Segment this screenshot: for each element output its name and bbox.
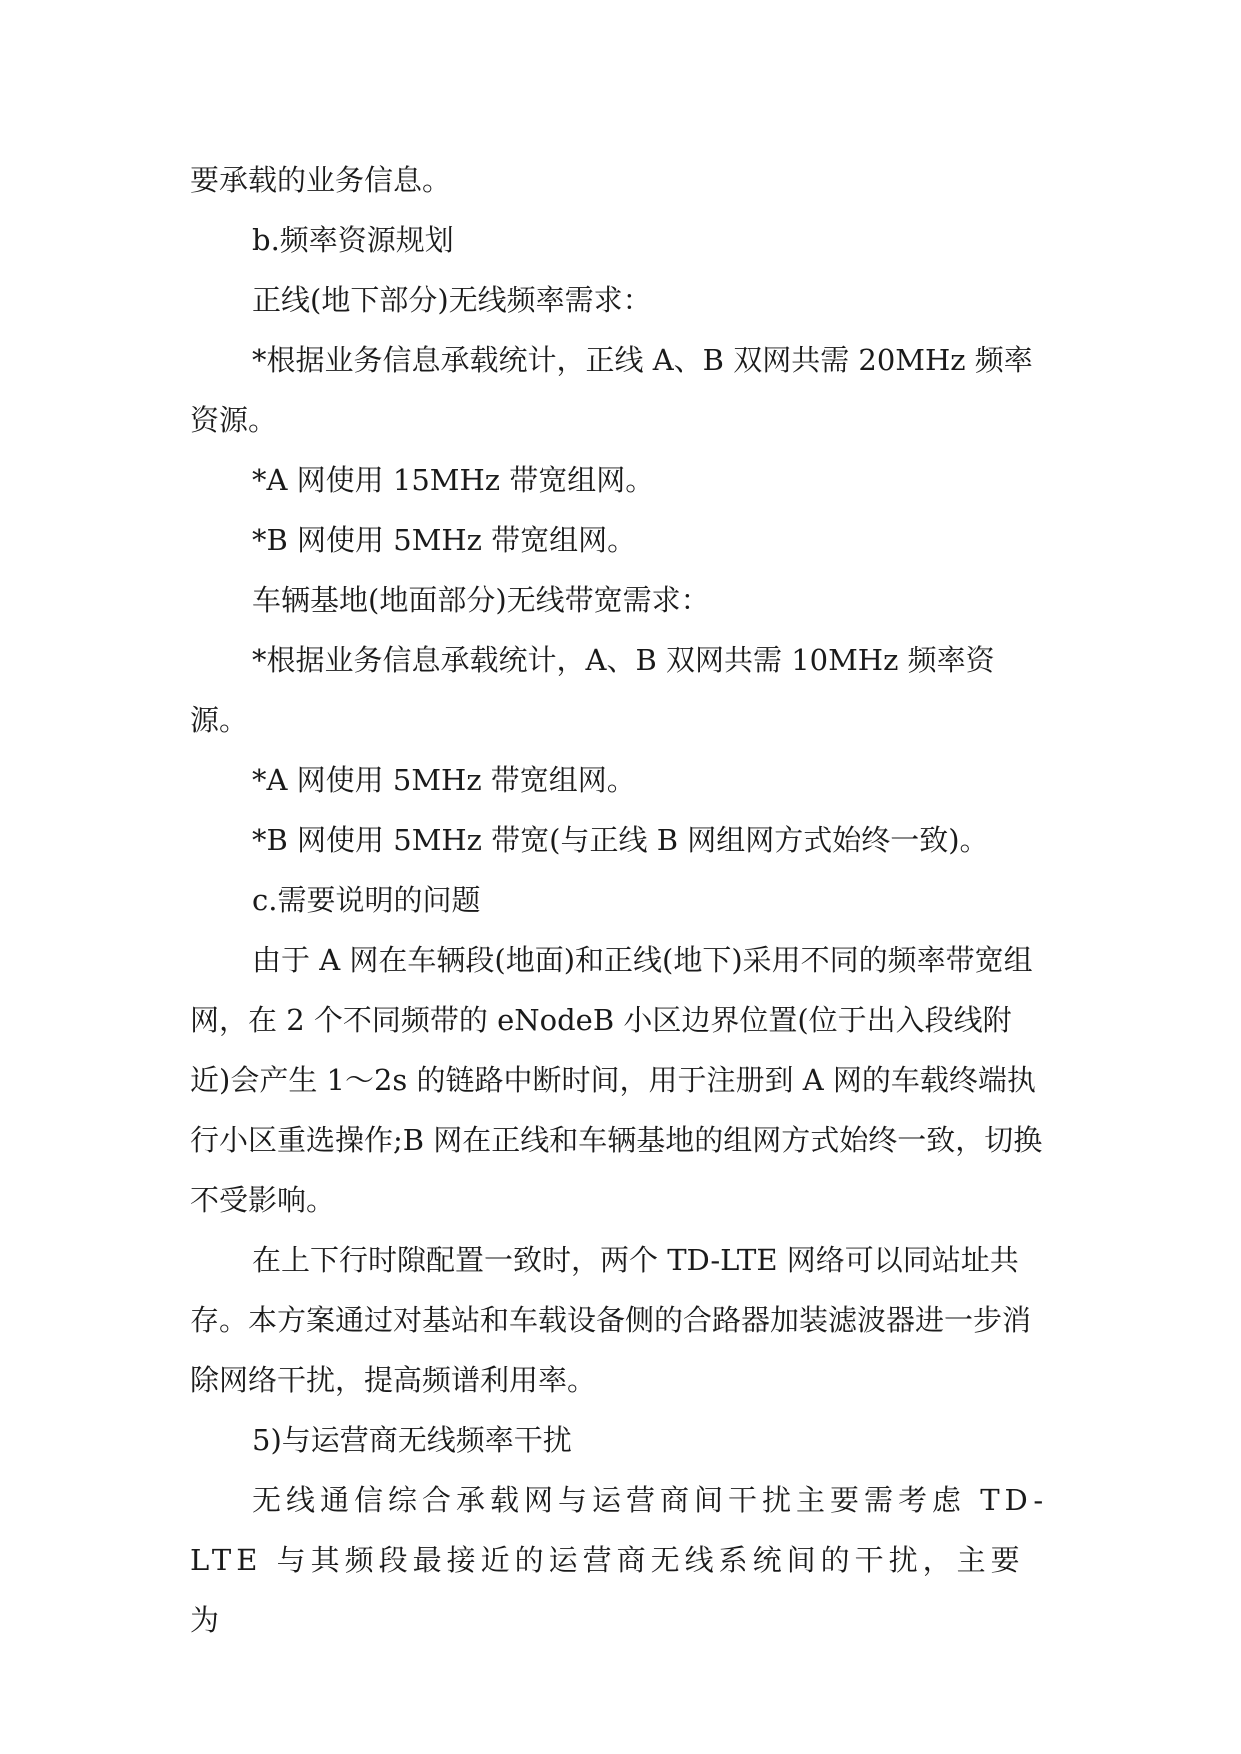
paragraph-operator-interference: 无线通信综合承载网与运营商间干扰主要需考虑 TD-LTE 与其频段最接近的运营商无线系统间的干扰，主要为: [190, 1483, 1049, 1637]
paragraph-interruption: 由于 A 网在车辆段(地面)和正线(地下)采用不同的频率带宽组网，在 2 个不同频带的 eNodeB 小区边界位置(位于出入段线附近)会产生 1～2s 的链路中断时间，用于注册到 A 网的车载终端执行小区重选操作;B 网在正线和车辆基地的组网方式始终一致，切换不受影响。: [190, 943, 1043, 1217]
paragraph-coexistence: 在上下行时隙配置一致时，两个 TD-LTE 网络可以同站址共存。本方案通过对基站和车载设备侧的合路器加装滤波器进一步消除网络干扰，提高频谱利用率。: [190, 1243, 1032, 1397]
document-page: [190, 150, 1050, 1650]
bullet-mainline-b-network: *B 网使用 5MHz 带宽组网。: [252, 523, 637, 557]
bullet-mainline-total: *根据业务信息承载统计，正线 A、B 双网共需 20MHz 频率资源。: [190, 343, 1033, 437]
heading-frequency-planning: b.频率资源规划: [252, 223, 454, 257]
bullet-depot-total: *根据业务信息承载统计，A、B 双网共需 10MHz 频率资源。: [190, 643, 995, 737]
bullet-mainline-a-network: *A 网使用 15MHz 带宽组网。: [252, 463, 655, 497]
heading-operator-interference: 5)与运营商无线频率干扰: [252, 1423, 572, 1457]
paragraph-mainline-demand: 正线(地下部分)无线频率需求：: [252, 283, 652, 317]
bullet-depot-a-network: *A 网使用 5MHz 带宽组网。: [252, 763, 636, 797]
paragraph-depot-demand: 车辆基地(地面部分)无线带宽需求：: [252, 583, 710, 617]
bullet-depot-b-network: *B 网使用 5MHz 带宽(与正线 B 网组网方式始终一致)。: [252, 823, 989, 857]
paragraph-continuation: 要承载的业务信息。: [190, 163, 452, 197]
heading-issues: c.需要说明的问题: [252, 883, 481, 917]
